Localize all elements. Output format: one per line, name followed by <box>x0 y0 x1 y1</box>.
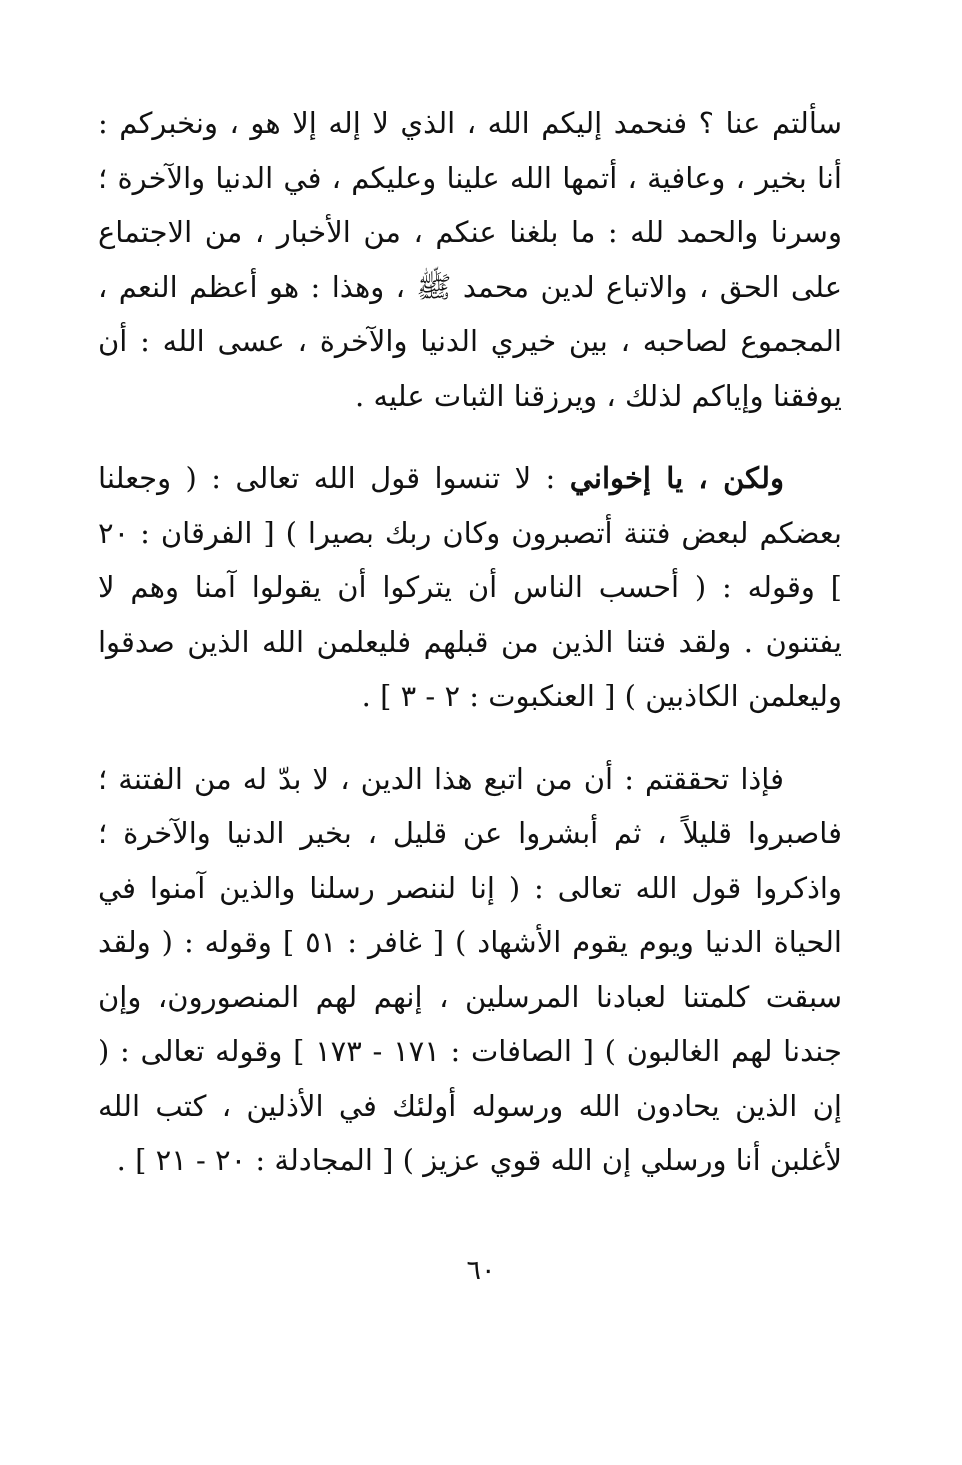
paragraph-2-lead: ولكن ، يا إخواني <box>569 461 784 495</box>
paragraph-1-text: سألتم عنا ؟ فنحمد إليكم الله ، الذي لا إله إلا هو ، ونخبركم : أنا بخير ، وعافية ، أتمها الله علينا وعليكم ، في الدنيا والآخرة ؛ وسرنا والحمد لله : ما بلغنا عنكم ، من الأخبار ، من الاجتماع على الحق ، والاتباع لدين محمد ﷺ ، وهذا : هو أعظم النعم ، المجموع لصاحبه ، بين خيري الدنيا والآخرة ، عسى الله : أن يوفقنا وإياكم لذلك ، ويرزقنا الثبات عليه . <box>98 106 842 413</box>
page-body <box>98 96 842 1188</box>
paragraph-3 <box>98 752 842 1188</box>
paragraph-3-text: فإذا تحققتم : أن من اتبع هذا الدين ، لا بدّ له من الفتنة ؛ فاصبروا قليلاً ، ثم أبشروا عن قليل ، بخير الدنيا والآخرة ؛ واذكروا قول الله تعالى : ( إنا لننصر رسلنا والذين آمنوا في الحياة الدنيا ويوم يقوم الأشهاد ) [ غافر : ٥١ ] وقوله : ( ولقد سبقت كلمتنا لعبادنا المرسلين ، إنهم لهم المنصورون، وإن جندنا لهم الغالبون ) [ الصافات : ١٧١ - ١٧٣ ] وقوله تعالى : ( إن الذين يحادون الله ورسوله أولئك في الأذلين ، كتب الله لأغلبن أنا ورسلي إن الله قوي عزيز ) [ المجادلة : ٢٠ - ٢١ ] . <box>98 761 842 1177</box>
page-number: ٦٠ <box>466 1255 496 1286</box>
paragraph-1 <box>98 96 842 423</box>
paragraph-2 <box>98 451 842 724</box>
paragraph-2-text: : لا تنسوا قول الله تعالى : ( وجعلنا بعضكم لبعض فتنة أتصبرون وكان ربك بصيرا ) [ الفرقان : ٢٠ ] وقوله : ( أحسب الناس أن يتركوا أن يقولوا آمنا وهم لا يفتنون . ولقد فتنا الذين من قبلهم فليعلمن الله الذين صدقوا وليعلمن الكاذبين ) [ العنكبوت : ٢ - ٣ ] . <box>98 461 842 713</box>
